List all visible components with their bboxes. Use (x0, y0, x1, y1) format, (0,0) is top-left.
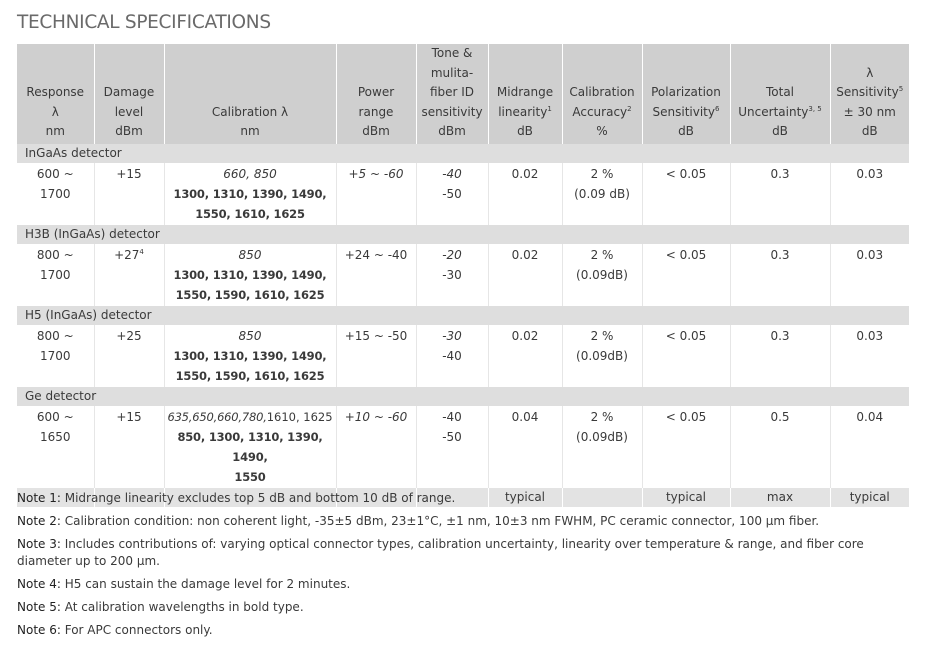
sensitivity-cell: 0.03 (856, 247, 884, 262)
accuracy-cell: 2 % (0.09dB) (562, 406, 642, 488)
uncertainty-cell: 0.3 (730, 325, 830, 387)
polarization-cell: < 0.05 (642, 244, 730, 306)
damage-cell: +25 (94, 325, 164, 387)
table-row (17, 163, 909, 225)
notes-section (17, 490, 909, 645)
polarization-cell: < 0.05 (642, 406, 730, 488)
footer-cell: typical (642, 488, 730, 507)
accuracy-cell: 2 % (0.09dB) (562, 244, 642, 306)
table-row (17, 406, 909, 488)
accuracy-cell: 2 % (0.09 dB) (562, 163, 642, 225)
uncertainty-cell: 0.3 (730, 163, 830, 225)
header-calibration: Calibration λ nm (164, 44, 336, 144)
linearity-cell: 0.02 (488, 244, 562, 306)
spec-table (17, 44, 909, 507)
section-row: H5 (InGaAs) detector (17, 306, 909, 325)
linearity-cell: 0.02 (488, 325, 562, 387)
section-row: InGaAs detector (17, 144, 909, 163)
power-cell: +10 ~ -60 (336, 406, 416, 488)
note-6: Note 6: For APC connectors only. (17, 623, 213, 637)
header-tone: Tone & mulita- fiber ID sensitivity dBm (416, 44, 488, 144)
calibration-cell: 850 1300, 1310, 1390, 1490, 1550, 1590, 1610, 1625 (164, 325, 336, 387)
header-response: Response λ nm (17, 44, 94, 144)
table-row (17, 244, 909, 306)
damage-cell: +15 (94, 406, 164, 488)
header-polarization: Polarization Sensitivity$^6$ dB (642, 44, 730, 144)
response-cell: 800 ~ 1700 (17, 244, 94, 306)
note-3: Note 3: Includes contributions of: varying optical connector types, calibration uncertainty, linearity over temperature & range, and fiber core diameter up to 200 μm. (17, 537, 864, 568)
polarization-cell: < 0.05 (642, 163, 730, 225)
calibration-cell: 850 1300, 1310, 1390, 1490, 1550, 1590, 1610, 1625 (164, 244, 336, 306)
power-cell: +15 ~ -50 (336, 325, 416, 387)
header-damage: Damage level dBm (94, 44, 164, 144)
damage-cell: +15 (94, 163, 164, 225)
power-cell: +24 ~ -40 (336, 244, 416, 306)
tone-cell: -40 -50 (416, 163, 488, 225)
header-accuracy: Calibration Accuracy$^2$ % (562, 44, 642, 144)
tone-cell: -20 -30 (416, 244, 488, 306)
note-4: Note 4: H5 can sustain the damage level for 2 minutes. (17, 577, 351, 591)
note-1: Note 1: Midrange linearity excludes top 5 dB and bottom 10 dB of range. (17, 491, 456, 505)
response-cell: 600 ~ 1700 (17, 163, 94, 225)
section-row: H3B (InGaAs) detector (17, 225, 909, 244)
note-2: Note 2: Calibration condition: non coherent light, -35±5 dBm, 23±1°C, ±1 nm, 10±3 nm FWHM, PC ceramic connector, 100 μm fiber. (17, 514, 820, 528)
power-cell: +5 ~ -60 (336, 163, 416, 225)
header-row (17, 44, 909, 144)
header-power: Power range dBm (336, 44, 416, 144)
sensitivity-cell: 0.04 (856, 409, 884, 424)
linearity-cell: 0.04 (488, 406, 562, 488)
sensitivity-cell: 0.03 (856, 166, 884, 181)
footer-cell: typical (830, 488, 909, 507)
footer-cell: typical (488, 488, 562, 507)
sensitivity-cell: 0.03 (856, 328, 884, 343)
damage-cell: $+27^4$ (94, 244, 164, 306)
response-cell: 800 ~ 1700 (17, 325, 94, 387)
accuracy-cell: 2 % (0.09dB) (562, 325, 642, 387)
page-title: TECHNICAL SPECIFICATIONS (17, 12, 271, 33)
section-row: Ge detector (17, 387, 909, 406)
polarization-cell: < 0.05 (642, 325, 730, 387)
header-lambda-sensitivity: λ Sensitivity$^5$ ± 30 nm dB (830, 44, 909, 144)
tone-cell: -30 -40 (416, 325, 488, 387)
header-linearity: Midrange linearity$^1$ dB (488, 44, 562, 144)
table-row (17, 325, 909, 387)
tone-cell: -40 -50 (416, 406, 488, 488)
calibration-cell: 635,650,660,780,1610, 1625 850, 1300, 1310, 1390, 1490, 1550 (164, 406, 336, 488)
uncertainty-cell: 0.5 (730, 406, 830, 488)
footer-cell: max (730, 488, 830, 507)
header-uncertainty: Total Uncertainty$^{3, 5}$ dB (730, 44, 830, 144)
note-5: Note 5: At calibration wavelengths in bold type. (17, 600, 304, 614)
response-cell: 600 ~ 1650 (17, 406, 94, 488)
linearity-cell: 0.02 (488, 163, 562, 225)
uncertainty-cell: 0.3 (730, 244, 830, 306)
calibration-cell: 660, 850 1300, 1310, 1390, 1490, 1550, 1610, 1625 (164, 163, 336, 225)
